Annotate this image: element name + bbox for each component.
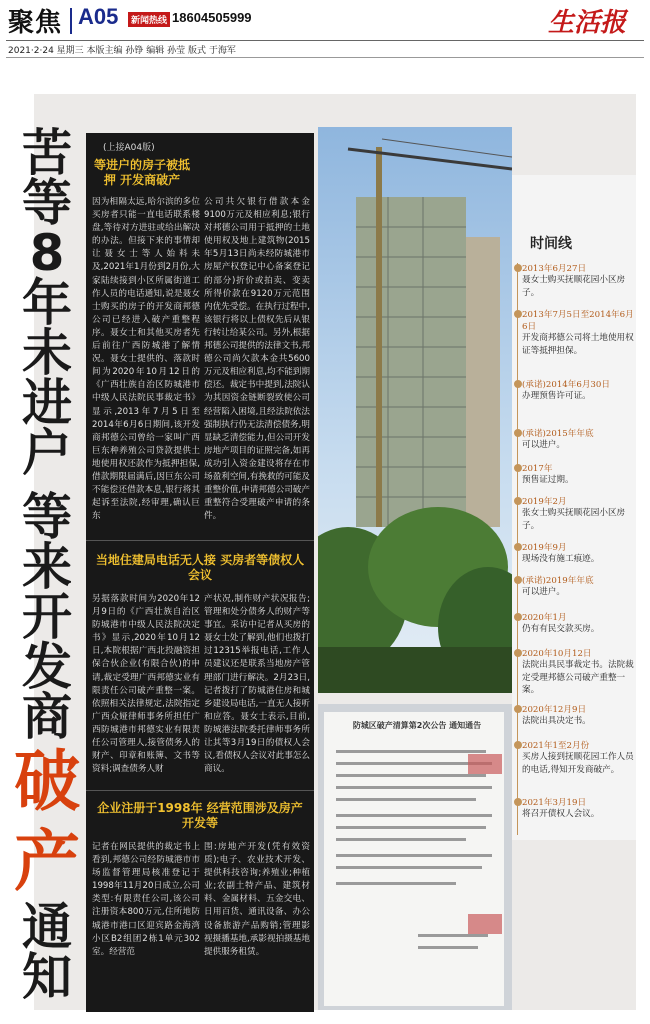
section-3-title: 企业注册于1998年 经营范围涉及房产开发等: [97, 801, 303, 830]
timeline-item: [522, 427, 634, 452]
timeline-date: 2021年1至2月份: [522, 741, 590, 751]
timeline-date: 2017年: [522, 464, 553, 474]
timeline-item: [522, 541, 634, 566]
timeline-item: [522, 703, 634, 728]
timeline-item: [522, 647, 634, 697]
timeline-dot: [514, 705, 522, 713]
timeline-date: 2020年1月: [522, 613, 567, 623]
column-title: 聚焦: [8, 8, 63, 38]
timeline-title: 时间线: [530, 236, 572, 252]
headline-char: 等: [22, 488, 72, 546]
timeline-item: [522, 611, 634, 636]
headline-char: 破: [14, 743, 80, 820]
timeline-dot: [514, 798, 522, 806]
timeline-desc: 法院出具决定书。: [522, 716, 591, 726]
timeline-date: (承诺)2014年6月30日: [522, 380, 610, 390]
building: [356, 197, 466, 527]
timeline-item: [522, 495, 634, 532]
timeline-desc: 张女士购买抚顺花园小区房子。: [522, 508, 626, 531]
timeline-date: 2020年10月12日: [522, 649, 592, 659]
hotline-number: 18604505999: [172, 10, 252, 25]
timeline-date: (承诺)2019年年底: [522, 576, 594, 586]
timeline-item: [522, 262, 634, 299]
section-3-col1: 记者在网民提供的裁定书上看到,邦德公司经防城港市市场监督管理局核准登记于1998年11月20日成立,公司类型:有限责任公司,该公司注册资本800万元,住所地防城港市港口区迎宾路金海湾小区B2组团2栋1单元302室。经营范: [92, 842, 200, 957]
headline-emphasis: [12, 742, 82, 902]
timeline-date: (承诺)2015年年底: [522, 429, 594, 439]
timeline-dot: [514, 543, 522, 551]
brand-logo: 生活报: [548, 8, 627, 38]
timeline-dot: [514, 310, 522, 318]
timeline-desc: 预售证过期。: [522, 475, 574, 485]
headline-char: 年: [22, 274, 72, 332]
timeline-dot: [514, 649, 522, 657]
section-1-col1: 因为相隔太远,哈尔滨的多位买房者只能一直电话联系楼盘,等待对方进驻或给出解决的办法。但接下来的事情却让聂女士等人始料未及,2021年1月份到2月份,大家陆续接到小区所属街道工作人员的电话通知,说是聂女士购买的房子的开发商邦德公司已经进入破产重整程序。聂女士和其他买房者先后前往广西防城港了解情况。聂女士提供的、落款时间为2020年10月12日的《广西壮族自治区防城港市中级人民法院民事裁定书》显示,2013年7月5日至2014年6月6日期间,该开发商邦德公司曾给一家叫广西巨东种养殖公司贷款提供土地使用权还款作为抵押担保,借款期限届满后,因巨东公司不能偿还借款本息,银行将其起诉至法院,经审理,确认巨东: [92, 197, 200, 522]
timeline-desc: 现场没有施工痕迹。: [522, 554, 600, 564]
notice-photo: [318, 704, 512, 1010]
headline-char: 苦: [22, 124, 72, 182]
headline-char: 通: [22, 898, 72, 956]
crane-tower: [376, 147, 382, 527]
section-3-col2: 围:房地产开发(凭有效资质);电子、农业技术开发、提供科技咨询;养殖业;种植业;农副土特产品、建筑材料、金属材料、五金交电、日用百货、通讯设备、办公设备旅游产品购销;管理影视摄播基地,承影视拍摄基地提供服务租赁。: [204, 842, 310, 957]
page-number: A05: [78, 4, 119, 29]
timeline-dot: [514, 613, 522, 621]
timeline-date: 2019年9月: [522, 543, 567, 553]
timeline-item: [522, 308, 634, 357]
headline-char: 发: [22, 638, 72, 696]
timeline-item: [522, 574, 634, 599]
section-2-title: 当地住建局电话无人接 买房者等债权人会议: [95, 553, 305, 582]
headline-char: 未: [22, 324, 72, 382]
headline-tail: [12, 898, 82, 1006]
timeline-date: 2013年7月5日至2014年6月6日: [522, 310, 634, 332]
header-rule-bottom: [6, 57, 644, 58]
section-divider: [86, 540, 314, 541]
headline-char: 商: [22, 688, 72, 746]
building-photo: [318, 127, 512, 693]
timeline-item: [522, 796, 634, 821]
timeline-dot: [514, 497, 522, 505]
timeline-date: 2019年2月: [522, 497, 567, 507]
hotline-label: 新闻热线: [128, 12, 170, 27]
timeline-desc: 将召开债权人会议。: [522, 809, 600, 819]
timeline-desc: 可以进户。: [522, 440, 565, 450]
headline-char: 等: [22, 174, 72, 232]
header-divider: [70, 8, 72, 34]
timeline-dot: [514, 429, 522, 437]
timeline-desc: 买房人接到抚顺花园工作人员的电话,得知开发商破产。: [522, 752, 634, 775]
section-2-col2: 产状况,制作财产状况报告;管理和处分债务人的财产等事宜。采访中记者从买房的聂女士处了解到,他们也拨打过12315举报电话,工作人员建议还是联系当地房产管理部门进行解决。2月23日,记者拨打了防城港住房和城乡建设局电话,一直无人接听和应答。聂女士表示,目前,防城港法院委托律师事务所让其等3月19日的债权人会议,看债权人会议对此事怎么商议。: [204, 594, 310, 775]
timeline-dot: [514, 741, 522, 749]
timeline-dot: [514, 380, 522, 388]
timeline-desc: 聂女士购买抚顺花园小区房子。: [522, 275, 626, 298]
issue-meta: 2021·2·24 星期三 本版主编 孙铮 编辑 孙莹 版式 于海军: [8, 46, 236, 56]
timeline-item: [522, 739, 634, 776]
section-divider: [86, 790, 314, 791]
timeline-desc: 仍有有民交款买房。: [522, 624, 600, 634]
headline-char: 进: [22, 374, 72, 432]
timeline-desc: 法院出具民事裁定书。法院裁定受理邦德公司破产重整一案。: [522, 660, 634, 695]
headline-char: 产: [14, 823, 80, 900]
section-1-col2: 公司共欠银行借款本金9100万元及相应利息;银行对邦德公司用于抵押的土地使用权及地上建筑物(2015年5月13日尚未经防城港市房屋产权登记中心备案登记的部分)折价或拍卖、变卖所得价款在9120万元范围内优先受偿。在执行过程中,该银行将以上债权先后从银行转让给某公司。另外,根据邦德公司提供的法律文书,邦德公司尚欠款本金共5600万元及相应利息,均不能到期偿还。裁定书中提到,法院认为其因资金链断裂致使公司经营陷入困境,且经法院依法强制执行仍无法清偿债务,明显缺乏清偿能力,但公司开发房地产项目的证照完备,如再成功引入资金建设将存在市场盈利空间,有挽救的可能及重整价值,申请邦德公司破产重整符合受理破产申请的条件。: [204, 197, 310, 522]
headline-char: 知: [22, 948, 72, 1006]
timeline-desc: 办理预售许可证。: [522, 391, 591, 401]
timeline-dot: [514, 464, 522, 472]
section-1-title: 等进户的房子被抵押 开发商破产: [93, 158, 190, 187]
timeline-dot: [514, 576, 522, 584]
timeline-date: 2021年3月19日: [522, 798, 587, 808]
headline-char: 户: [22, 424, 72, 482]
headline-char: 开: [22, 588, 72, 646]
notice-heading: 防城区破产清算第2次公告 通知通告: [352, 721, 482, 730]
timeline-item: [522, 378, 634, 403]
continued-note: (上接A04版): [103, 143, 155, 153]
timeline-desc: 开发商邦德公司将土地使用权证等抵押担保。: [522, 333, 634, 356]
timeline-dot: [514, 264, 522, 272]
section-2-col1: 另据落款时间为2020年12月9日的《广西壮族自治区防城港市中级人民法院决定书》显示,2020年10月12日,本院根据广西北投融资担保合伙企业(有限合伙)的申请,裁定受理广西邦德实业有限责任公司破产重整一案。依照相关法律规定,法院指定广西众娅律师事务所担任广西防城港市邦德实业有限责任公司管理人,接管债务人的财产、印章和账簿、文书等资料;调查债务人财: [92, 594, 200, 775]
header-rule: [6, 40, 644, 41]
vertical-headline: [12, 124, 82, 1006]
headline-char: 8: [29, 224, 65, 282]
notice-paper: [318, 704, 512, 1010]
timeline-date: 2020年12月9日: [522, 705, 587, 715]
headline-char: 来: [22, 538, 72, 596]
timeline-desc: 可以进户。: [522, 587, 565, 597]
timeline-item: [522, 462, 634, 487]
headline-line2: [12, 488, 82, 746]
headline-line1: [12, 124, 82, 482]
timeline-date: 2013年6月27日: [522, 264, 587, 274]
